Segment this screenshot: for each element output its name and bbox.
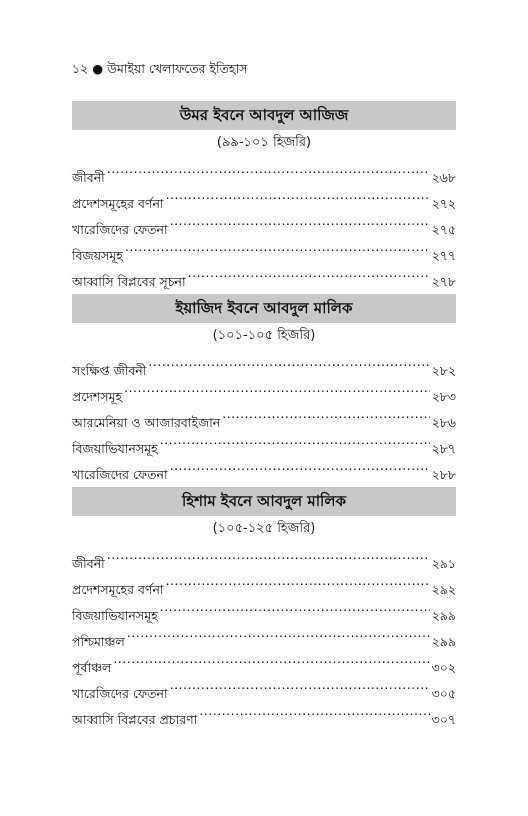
toc-entry-page: ২৭২ (431, 196, 456, 211)
toc-entry-label: জীবনী (72, 556, 105, 571)
toc-entry-page: ২৯৯ (431, 608, 456, 623)
toc-entry-page: ২৮৮ (431, 467, 456, 482)
toc-entry-page: ২৬৮ (431, 170, 456, 185)
toc-entry-label: খারেজিদের ফেতনা (72, 686, 168, 701)
toc-section (72, 294, 456, 482)
toc-entry[interactable] (72, 260, 456, 289)
toc-entry-label: প্রদেশসমূহের বর্ণনা (72, 196, 164, 211)
section-title: হিশাম ইবনে আবদুল মালিক (72, 487, 456, 516)
section-subtitle: (১০৫-১২৫ হিজরি) (212, 521, 316, 536)
toc-entry-label: সংক্ষিপ্ত জীবনী (72, 363, 147, 378)
toc-entry-label: আরমেনিয়া ও আজারবাইজান (72, 415, 221, 430)
toc-leader-dots (197, 698, 429, 724)
toc-section (72, 101, 456, 289)
toc-entry-page: ২৮৬ (431, 415, 456, 430)
toc-entry[interactable] (72, 672, 456, 701)
toc-entry-label: আব্বাসি বিপ্লবের প্রচারণা (72, 712, 198, 727)
toc-leader-dots (158, 594, 430, 620)
toc-entry-page: ২৭৭ (431, 248, 456, 263)
toc-leader-dots (164, 182, 430, 208)
toc-entry-label: জীবনী (72, 170, 105, 185)
toc-leader-dots (164, 568, 430, 594)
toc-entry-label: পশ্চিমাঞ্চল (72, 634, 125, 649)
toc-entry-label: বিজয়াভিযানসমূহ (72, 441, 158, 456)
section-title: ইয়াজিদ ইবনে আবদুল মালিক (72, 294, 456, 323)
running-header: ১২ ● উমাইয়া খেলাফতের ইতিহাস (72, 61, 248, 76)
toc-entry-page: ২৮৭ (431, 441, 456, 456)
toc-entry-page: ২৯২ (431, 582, 456, 597)
toc-entry[interactable] (72, 646, 456, 675)
toc-leader-dots (146, 349, 429, 375)
toc-entry-page: ৩০২ (431, 660, 456, 675)
toc-leader-dots (125, 620, 430, 646)
toc-leader-dots (111, 646, 429, 672)
section-title: উমর ইবনে আবদুল আজিজ (72, 101, 456, 130)
toc-entry[interactable] (72, 182, 456, 211)
toc-entry-label: বিজয়াভিযানসমূহ (72, 608, 158, 623)
toc-leader-dots (168, 208, 430, 234)
toc-entry[interactable] (72, 156, 456, 185)
toc-leader-dots (168, 453, 430, 479)
section-subtitle: (১০১-১০৫ হিজরি) (212, 328, 316, 343)
toc-section (72, 487, 456, 727)
toc-entry[interactable] (72, 349, 456, 378)
toc-entry[interactable] (72, 401, 456, 430)
toc-entry[interactable] (72, 542, 456, 571)
toc-entry-page: ২৯১ (431, 556, 456, 571)
toc-leader-dots (186, 260, 430, 286)
toc-entry-label: খারেজিদের ফেতনা (72, 467, 168, 482)
toc-page (72, 58, 456, 732)
toc-entry-label: পূর্বাঞ্চল (72, 660, 112, 675)
toc-leader-dots (123, 234, 430, 260)
toc-leader-dots (220, 401, 429, 427)
section-subtitle: (৯৯-১০১ হিজরি) (216, 135, 312, 150)
toc-entry-label: বিজয়সমূহ (72, 248, 123, 263)
toc-entry-page: ২৮৩ (431, 389, 456, 404)
toc-entry-label: খারেজিদের ফেতনা (72, 222, 168, 237)
toc-entry-page: ২৭৮ (431, 274, 456, 289)
toc-entry[interactable] (72, 620, 456, 649)
toc-leader-dots (168, 672, 430, 698)
toc-entry-label: প্রদেশসমূহ (72, 389, 123, 404)
toc-entry-label: প্রদেশসমূহের বর্ণনা (72, 582, 164, 597)
toc-leader-dots (105, 156, 430, 182)
toc-entry[interactable] (72, 234, 456, 263)
toc-entry-page: ৩০৫ (431, 686, 456, 701)
toc-leader-dots (105, 542, 430, 568)
toc-entry-page: ২৯৯ (431, 634, 456, 649)
toc-entry[interactable] (72, 375, 456, 404)
toc-leader-dots (122, 375, 430, 401)
toc-leader-dots (158, 427, 430, 453)
toc-entry-page: ৩০৭ (431, 712, 456, 727)
toc-entry[interactable] (72, 568, 456, 597)
toc-entry-label: আব্বাসি বিপ্লবের সূচনা (72, 274, 186, 289)
toc-entry-page: ২৮২ (431, 363, 456, 378)
toc-entry-page: ২৭৫ (431, 222, 456, 237)
